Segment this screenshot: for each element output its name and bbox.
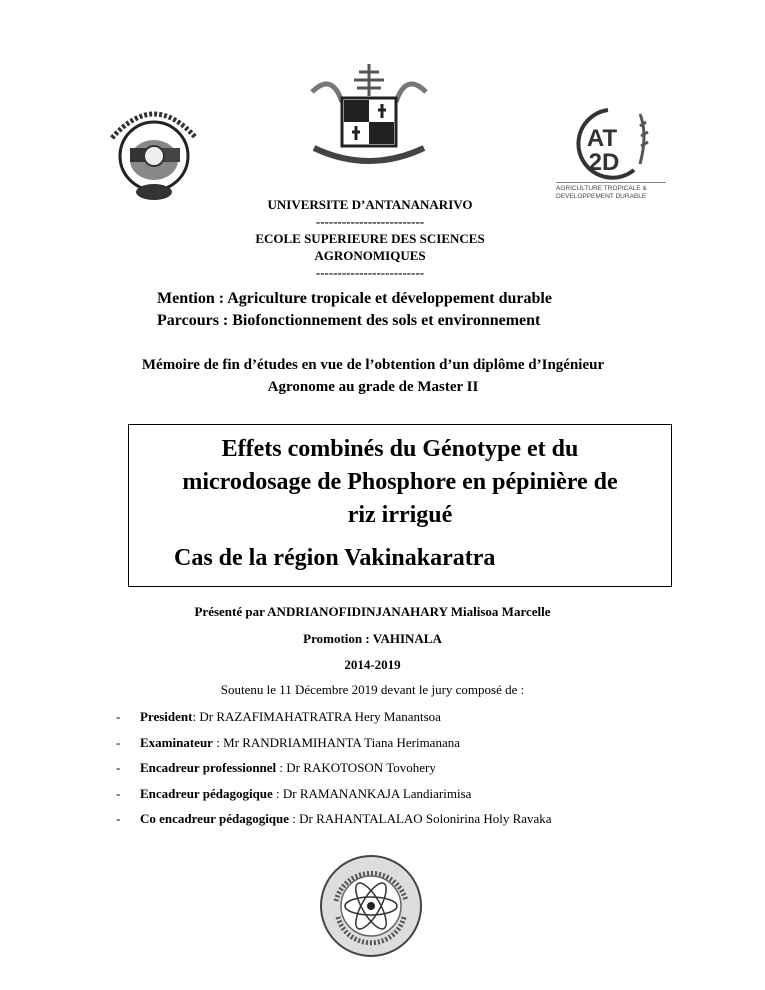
- jury-name: Mr RANDRIAMIHANTA Tiana Herimanana: [223, 734, 460, 750]
- parcours: Parcours : Biofonctionnement des sols et environnement: [157, 312, 541, 329]
- bullet-dash: -: [116, 709, 121, 724]
- thesis-title-box: [128, 424, 672, 587]
- jury-separator: :: [212, 734, 224, 750]
- jury-member: [116, 759, 736, 785]
- bullet-dash: -: [116, 760, 121, 775]
- at2d-logo: [556, 104, 666, 204]
- jury-name: Dr RAHANTALALAO Solonirina Holy Ravaka: [299, 811, 552, 826]
- jury-role: Encadreur professionnel: [140, 760, 277, 775]
- university-header: [150, 196, 590, 281]
- bullet-dash: -: [116, 785, 121, 801]
- at2d-logo-icon: [556, 104, 666, 182]
- memoire-line1: Mémoire de fin d’études en vue de l’obtention d’un diplôme d’Ingénieur: [141, 357, 605, 373]
- jury-role: Encadreur pédagogique: [140, 785, 273, 801]
- university-coat-of-arms: [302, 62, 436, 178]
- coat-of-arms-icon: [302, 62, 436, 178]
- university-seal-icon: [104, 98, 204, 202]
- promotion: Promotion : VAHINALA: [303, 631, 442, 646]
- jury-member: [116, 708, 736, 734]
- university-name: UNIVERSITE D’ANTANANARIVO: [267, 197, 473, 212]
- thesis-title: [129, 433, 671, 532]
- radioisotopes-lab-logo: [318, 853, 424, 959]
- separator-top: -------------------------: [315, 214, 425, 229]
- jury-name: Dr RAZAFIMAHATRATRA Hery Manantsoa: [199, 709, 441, 724]
- title-line2: microdosage de Phosphore en pépinière de: [182, 469, 618, 495]
- mention: Mention : Agriculture tropicale et développement durable: [157, 290, 552, 307]
- jury-separator: :: [289, 811, 300, 826]
- jury-member: [116, 734, 736, 760]
- title-line3: riz irrigué: [347, 502, 453, 528]
- mention-parcours: [157, 288, 717, 332]
- bullet-dash: -: [116, 734, 121, 750]
- essa-seal-logo: [104, 98, 204, 202]
- jury-separator: :: [192, 709, 200, 724]
- jury-role: Examinateur: [140, 734, 213, 750]
- academic-years: 2014-2019: [344, 657, 401, 672]
- jury-role: Co encadreur pédagogique: [140, 811, 290, 826]
- jury-list: [116, 708, 736, 836]
- thesis-subtitle: Cas de la région Vakinakaratra: [174, 545, 496, 571]
- separator-bottom: -------------------------: [315, 265, 425, 280]
- svg-text:AT: AT: [586, 125, 618, 152]
- title-line1: Effets combinés du Génotype et du: [221, 436, 579, 462]
- atom-lab-logo-icon: [318, 853, 424, 959]
- school-name-line1: ECOLE SUPERIEURE DES SCIENCES: [255, 231, 485, 246]
- svg-text:2D: 2D: [588, 149, 620, 176]
- defense-statement: Soutenu le 11 Décembre 2019 devant le jury composé de :: [220, 682, 525, 697]
- memoire-statement: [60, 354, 686, 398]
- presented-by: Présenté par ANDRIANOFIDINJANAHARY Mialisoa Marcelle: [194, 604, 551, 619]
- at2d-caption-line2: DEVELOPPEMENT DURABLE: [556, 192, 647, 200]
- bullet-dash: -: [116, 811, 121, 826]
- jury-name: Dr RAKOTOSON Tovohery: [286, 760, 436, 775]
- jury-role: President: [140, 709, 193, 724]
- jury-separator: :: [272, 785, 283, 801]
- memoire-line2: Agronome au grade de Master II: [267, 379, 479, 395]
- jury-member: [116, 785, 736, 811]
- jury-separator: :: [276, 760, 287, 775]
- jury-member: [116, 810, 736, 836]
- school-name-line2: AGRONOMIQUES: [314, 248, 426, 263]
- jury-name: Dr RAMANANKAJA Landiarimisa: [282, 785, 472, 801]
- at2d-caption-line1: AGRICULTURE TROPICALE &: [556, 185, 647, 192]
